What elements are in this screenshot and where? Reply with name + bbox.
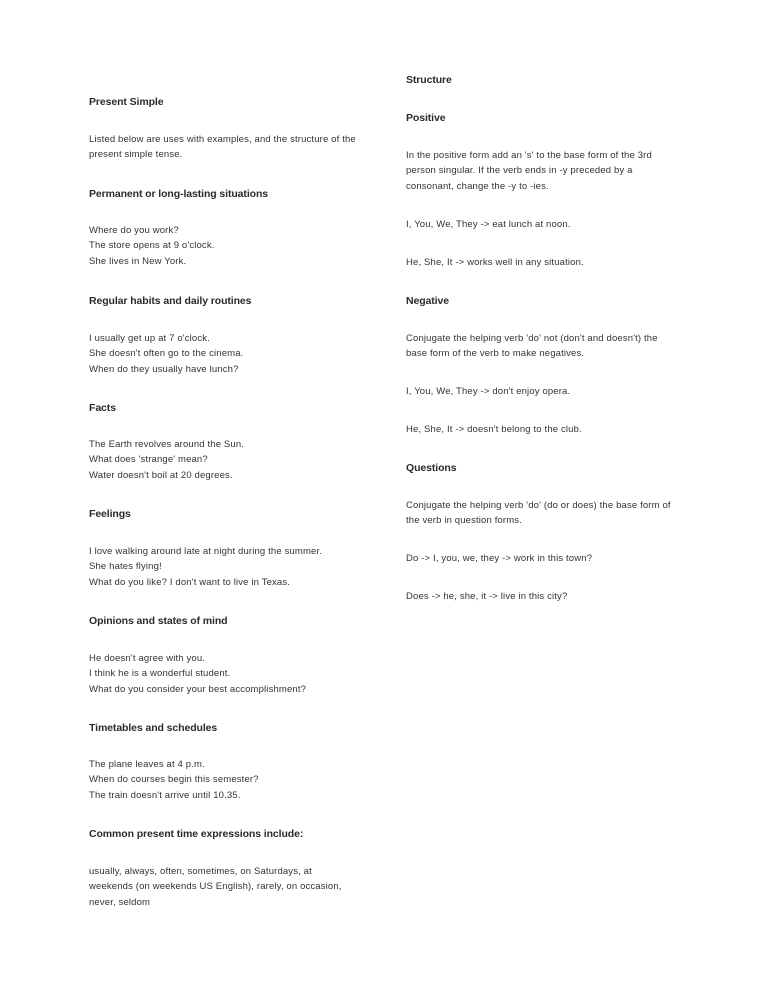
- example-line: The train doesn't arrive until 10.35.: [89, 789, 241, 801]
- section-examples-facts: [89, 437, 389, 483]
- positive-example-plural: I, You, We, They -> eat lunch at noon.: [406, 219, 571, 230]
- example-line: weekends (on weekends US English), rarely, on occasion,: [89, 881, 342, 893]
- section-examples-feelings: [89, 544, 389, 590]
- example-line: What does 'strange' mean?: [89, 454, 208, 466]
- intro-paragraph: [89, 132, 389, 163]
- section-heading-expressions: Common present time expressions include:: [89, 828, 304, 840]
- section-heading-questions: Questions: [406, 462, 457, 474]
- example-line: When do courses begin this semester?: [89, 774, 259, 786]
- description-line: the verb in question forms.: [406, 515, 522, 527]
- example-line: He doesn't agree with you.: [89, 653, 206, 664]
- example-line: She doesn't often go to the cinema.: [89, 348, 244, 360]
- negative-example-plural: I, You, We, They -> don't enjoy opera.: [406, 386, 571, 397]
- section-heading-facts: Facts: [89, 402, 116, 414]
- section-heading-habits: Regular habits and daily routines: [89, 295, 252, 307]
- description-line: In the positive form add an 's' to the base form of the 3rd: [406, 150, 652, 161]
- description-line: base form of the verb to make negatives.: [406, 348, 585, 360]
- intro-line: Listed below are uses with examples, and the structure of the: [89, 134, 356, 145]
- example-line: I think he is a wonderful student.: [89, 668, 231, 680]
- section-heading-negative: Negative: [406, 295, 449, 307]
- questions-example-singular: Does -> he, she, it -> live in this city?: [406, 591, 568, 602]
- section-heading-positive: Positive: [406, 112, 446, 124]
- description-line: consonant, change the -y to -ies.: [406, 180, 549, 192]
- example-line: usually, always, often, sometimes, on Saturdays, at: [89, 866, 312, 877]
- example-line: What do you like? I don't want to live in Texas.: [89, 576, 291, 588]
- example-line: The store opens at 9 o'clock.: [89, 240, 215, 252]
- negative-example-singular: He, She, It -> doesn't belong to the club.: [406, 424, 582, 435]
- example-line: She hates flying!: [89, 561, 162, 573]
- section-examples-opinions: [89, 651, 389, 697]
- example-line: I love walking around late at night during the summer.: [89, 546, 323, 557]
- example-line: She lives in New York.: [89, 255, 187, 267]
- section-examples-habits: [89, 331, 389, 377]
- section-heading-feelings: Feelings: [89, 508, 131, 520]
- section-examples-expressions: [89, 864, 389, 910]
- section-heading-permanent: Permanent or long-lasting situations: [89, 188, 269, 200]
- description-line: Conjugate the helping verb 'do' not (don't and doesn't) the: [406, 333, 658, 344]
- description-line: Conjugate the helping verb 'do' (do or does) the base form of: [406, 500, 671, 511]
- example-line: never, seldom: [89, 896, 151, 908]
- structure-title: Structure: [406, 74, 452, 86]
- description-line: person singular. If the verb ends in -y preceded by a: [406, 165, 633, 177]
- example-line: Where do you work?: [89, 225, 179, 236]
- page-title: Present Simple: [89, 96, 164, 108]
- example-line: The plane leaves at 4 p.m.: [89, 759, 205, 770]
- example-line: What do you consider your best accomplishment?: [89, 683, 307, 695]
- positive-example-singular: He, She, It -> works well in any situation.: [406, 257, 584, 268]
- section-examples-permanent: [89, 223, 389, 269]
- questions-description: [406, 498, 696, 529]
- example-line: Water doesn't boil at 20 degrees.: [89, 469, 233, 481]
- example-line: When do they usually have lunch?: [89, 363, 239, 375]
- example-line: The Earth revolves around the Sun.: [89, 439, 245, 450]
- questions-example-plural: Do -> I, you, we, they -> work in this town?: [406, 553, 593, 564]
- section-examples-timetables: [89, 757, 389, 803]
- section-heading-timetables: Timetables and schedules: [89, 722, 218, 734]
- positive-description: [406, 148, 696, 194]
- negative-description: [406, 331, 696, 362]
- example-line: I usually get up at 7 o'clock.: [89, 333, 210, 344]
- section-heading-opinions: Opinions and states of mind: [89, 615, 228, 627]
- intro-line: present simple tense.: [89, 149, 183, 161]
